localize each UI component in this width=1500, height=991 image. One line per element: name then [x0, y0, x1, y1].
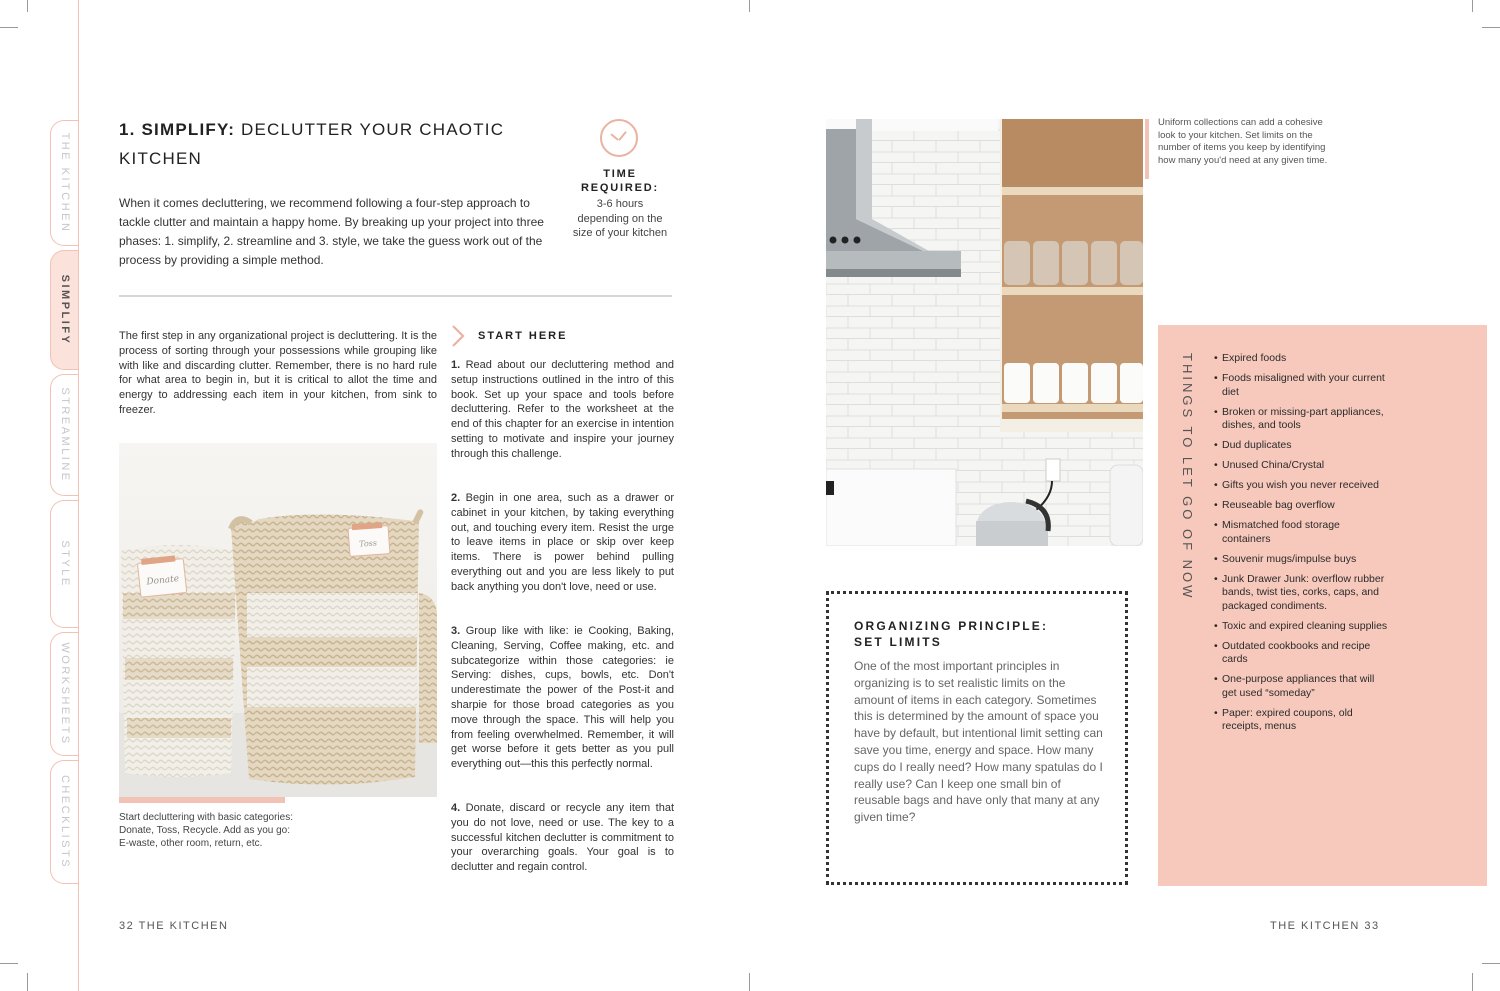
first-step-paragraph: The first step in any organizational project is decluttering. It is the process of sorting through your possessions while grouping like with like and discarding clutter. Remember, there is no hard rule for what area to begin in, but it is critical to allot the time and energy to addressing each item in your kitchen, from sink to freezer.	[119, 330, 437, 416]
step-item	[451, 624, 674, 772]
crop-mark	[1482, 27, 1500, 28]
tab-the-kitchen[interactable]	[50, 120, 78, 246]
let-go-item: • Reuseable bag overflow	[1214, 499, 1389, 513]
step-text: Donate, discard or recycle any item that you do not love, need or use. The key to a successful kitchen declutter is commitment to your overarching goals. Your goal is to declutter and regain control.	[451, 802, 675, 874]
let-go-item: • One-purpose appliances that will get used “someday”	[1214, 673, 1389, 700]
let-go-item: • Paper: expired coupons, old receipts, menus	[1214, 707, 1389, 734]
title-bold: 1. SIMPLIFY:	[119, 120, 236, 139]
crop-mark	[749, 0, 750, 12]
start-here-heading: START HERE	[478, 330, 568, 342]
basket-illustration	[119, 443, 437, 797]
tab-label: CHECKLISTS	[58, 774, 71, 870]
photo-caption: Uniform collections can add a cohesive look to your kitchen. Set limits on the number of items you keep by identifying how many you'd need at any given time.	[1158, 117, 1328, 167]
tab-label: STREAMLINE	[58, 387, 71, 483]
let-go-item: • Mismatched food storage containers	[1214, 519, 1389, 546]
let-go-item: • Toxic and expired cleaning supplies	[1214, 620, 1389, 634]
caption-accent-bar	[119, 797, 285, 803]
principle-title-line: SET LIMITS	[854, 635, 942, 649]
basket-photo	[119, 443, 437, 797]
chevron-right-icon	[451, 324, 465, 348]
tab-label: THE KITCHEN	[58, 132, 71, 234]
let-go-item: • Dud duplicates	[1214, 439, 1389, 453]
tab-label: STYLE	[58, 540, 71, 588]
caption-accent-bar	[1145, 119, 1149, 179]
let-go-item: • Souvenir mugs/impulse buys	[1214, 553, 1389, 567]
step-number: 1.	[451, 359, 461, 371]
tab-streamline[interactable]	[50, 374, 78, 496]
principle-title	[854, 618, 1048, 650]
time-required-label: TIME REQUIRED:	[581, 168, 659, 194]
principle-title-line: ORGANIZING PRINCIPLE:	[854, 619, 1049, 633]
photo-caption: Start decluttering with basic categories: Donate, Toss, Recycle. Add as you go: E-waste, other room, return, etc.	[119, 812, 293, 849]
let-go-item: • Gifts you wish you never received	[1214, 479, 1389, 493]
crop-mark	[749, 973, 750, 991]
tab-worksheets[interactable]	[50, 632, 78, 756]
intro-paragraph: When it comes decluttering, we recommend following a four-step approach to tackle clutter and maintain a happy home. By breaking up your project into three phases: 1. simplify, 2. streamline and 3. style, we take the guess work out of the process by providing a simple method.	[119, 196, 544, 267]
tabs-rail	[78, 0, 79, 991]
toss-tag	[348, 522, 390, 557]
tab-style[interactable]	[50, 500, 78, 628]
page-footer-left: 32 THE KITCHEN	[119, 920, 229, 932]
tag-label: Toss	[358, 538, 378, 549]
title-rest: DECLUTTER YOUR CHAOTIC KITCHEN	[119, 120, 505, 168]
let-go-item: • Unused China/Crystal	[1214, 459, 1389, 473]
crop-mark	[27, 0, 28, 12]
let-go-item: • Junk Drawer Junk: overflow rubber bands, twist ties, corks, caps, and packaged condiments.	[1214, 573, 1389, 614]
tab-simplify[interactable]	[50, 250, 78, 370]
step-number: 4.	[451, 802, 461, 814]
section-divider	[119, 295, 672, 297]
time-required-value: 3-6 hours depending on the size of your kitchen	[572, 198, 668, 240]
let-go-item: • Broken or missing-part appliances, dishes, and tools	[1214, 406, 1389, 433]
crop-mark	[1472, 973, 1473, 991]
organizing-principle-box	[826, 591, 1128, 885]
tag-label: Donate	[145, 574, 180, 588]
step-number: 2.	[451, 492, 461, 504]
crop-mark	[27, 973, 28, 991]
clock-icon	[600, 119, 638, 157]
step-number: 3.	[451, 625, 461, 637]
principle-body: One of the most important principles in organizing is to set realistic limits on the amount of items in each category. Sometimes this is determined by the amount of space you have by default, but intentional limit setting can save you time, energy and space. How many cups do I really need? How many spatulas do I really use? Can I keep one small bin of reusable bags and have only that many at any given time?	[854, 659, 1103, 825]
tab-checklists[interactable]	[50, 760, 78, 884]
let-go-list	[1214, 352, 1389, 740]
let-go-title: THINGS TO LET GO OF NOW	[1180, 353, 1195, 601]
step-item	[451, 358, 674, 462]
step-item	[451, 801, 674, 875]
crop-mark	[1472, 0, 1473, 12]
kitchen-illustration	[826, 119, 1143, 546]
crop-mark	[1482, 963, 1500, 964]
step-text: Group like with like: ie Cooking, Baking, Cleaning, Serving, Coffee making, etc. and subcategorize within those categories: ie Serving: dishes, cups, bowls, etc. Don't underestimate the power of the Post-it and sharpie for those broad categories as you move through the space. This will help you from feeling overwhelmed. Remember, it will get worse before it gets better as you pull everything out—this this perfectly normal.	[451, 625, 674, 771]
tab-label: SIMPLIFY	[58, 274, 71, 346]
let-go-item: • Outdated cookbooks and recipe cards	[1214, 640, 1389, 667]
page-title	[119, 115, 539, 173]
crop-mark	[0, 963, 18, 964]
crop-mark	[0, 27, 18, 28]
let-go-item: • Expired foods	[1214, 352, 1389, 366]
let-go-panel	[1158, 325, 1487, 886]
donate-tag	[137, 555, 187, 598]
step-text: Read about our decluttering method and setup instructions outlined in the intro of this book. Set up your space and tools before decluttering. Refer to the worksheet at the end of this chapter for an exercise in intention setting to motivate and inspire your journey through this challenge.	[451, 359, 675, 460]
step-item	[451, 491, 674, 595]
let-go-item: • Foods misaligned with your current diet	[1214, 372, 1389, 399]
page-footer-right: THE KITCHEN 33	[1270, 920, 1380, 932]
kitchen-photo	[826, 119, 1143, 546]
step-text: Begin in one area, such as a drawer or cabinet in your kitchen, by taking everything out, and touching every item. Resist the urge to leave items in place or skip over keep items. There is power behind pulling everything out and you are less likely to put back anything you don't love, need or use.	[451, 492, 674, 593]
tab-label: WORKSHEETS	[58, 642, 71, 746]
